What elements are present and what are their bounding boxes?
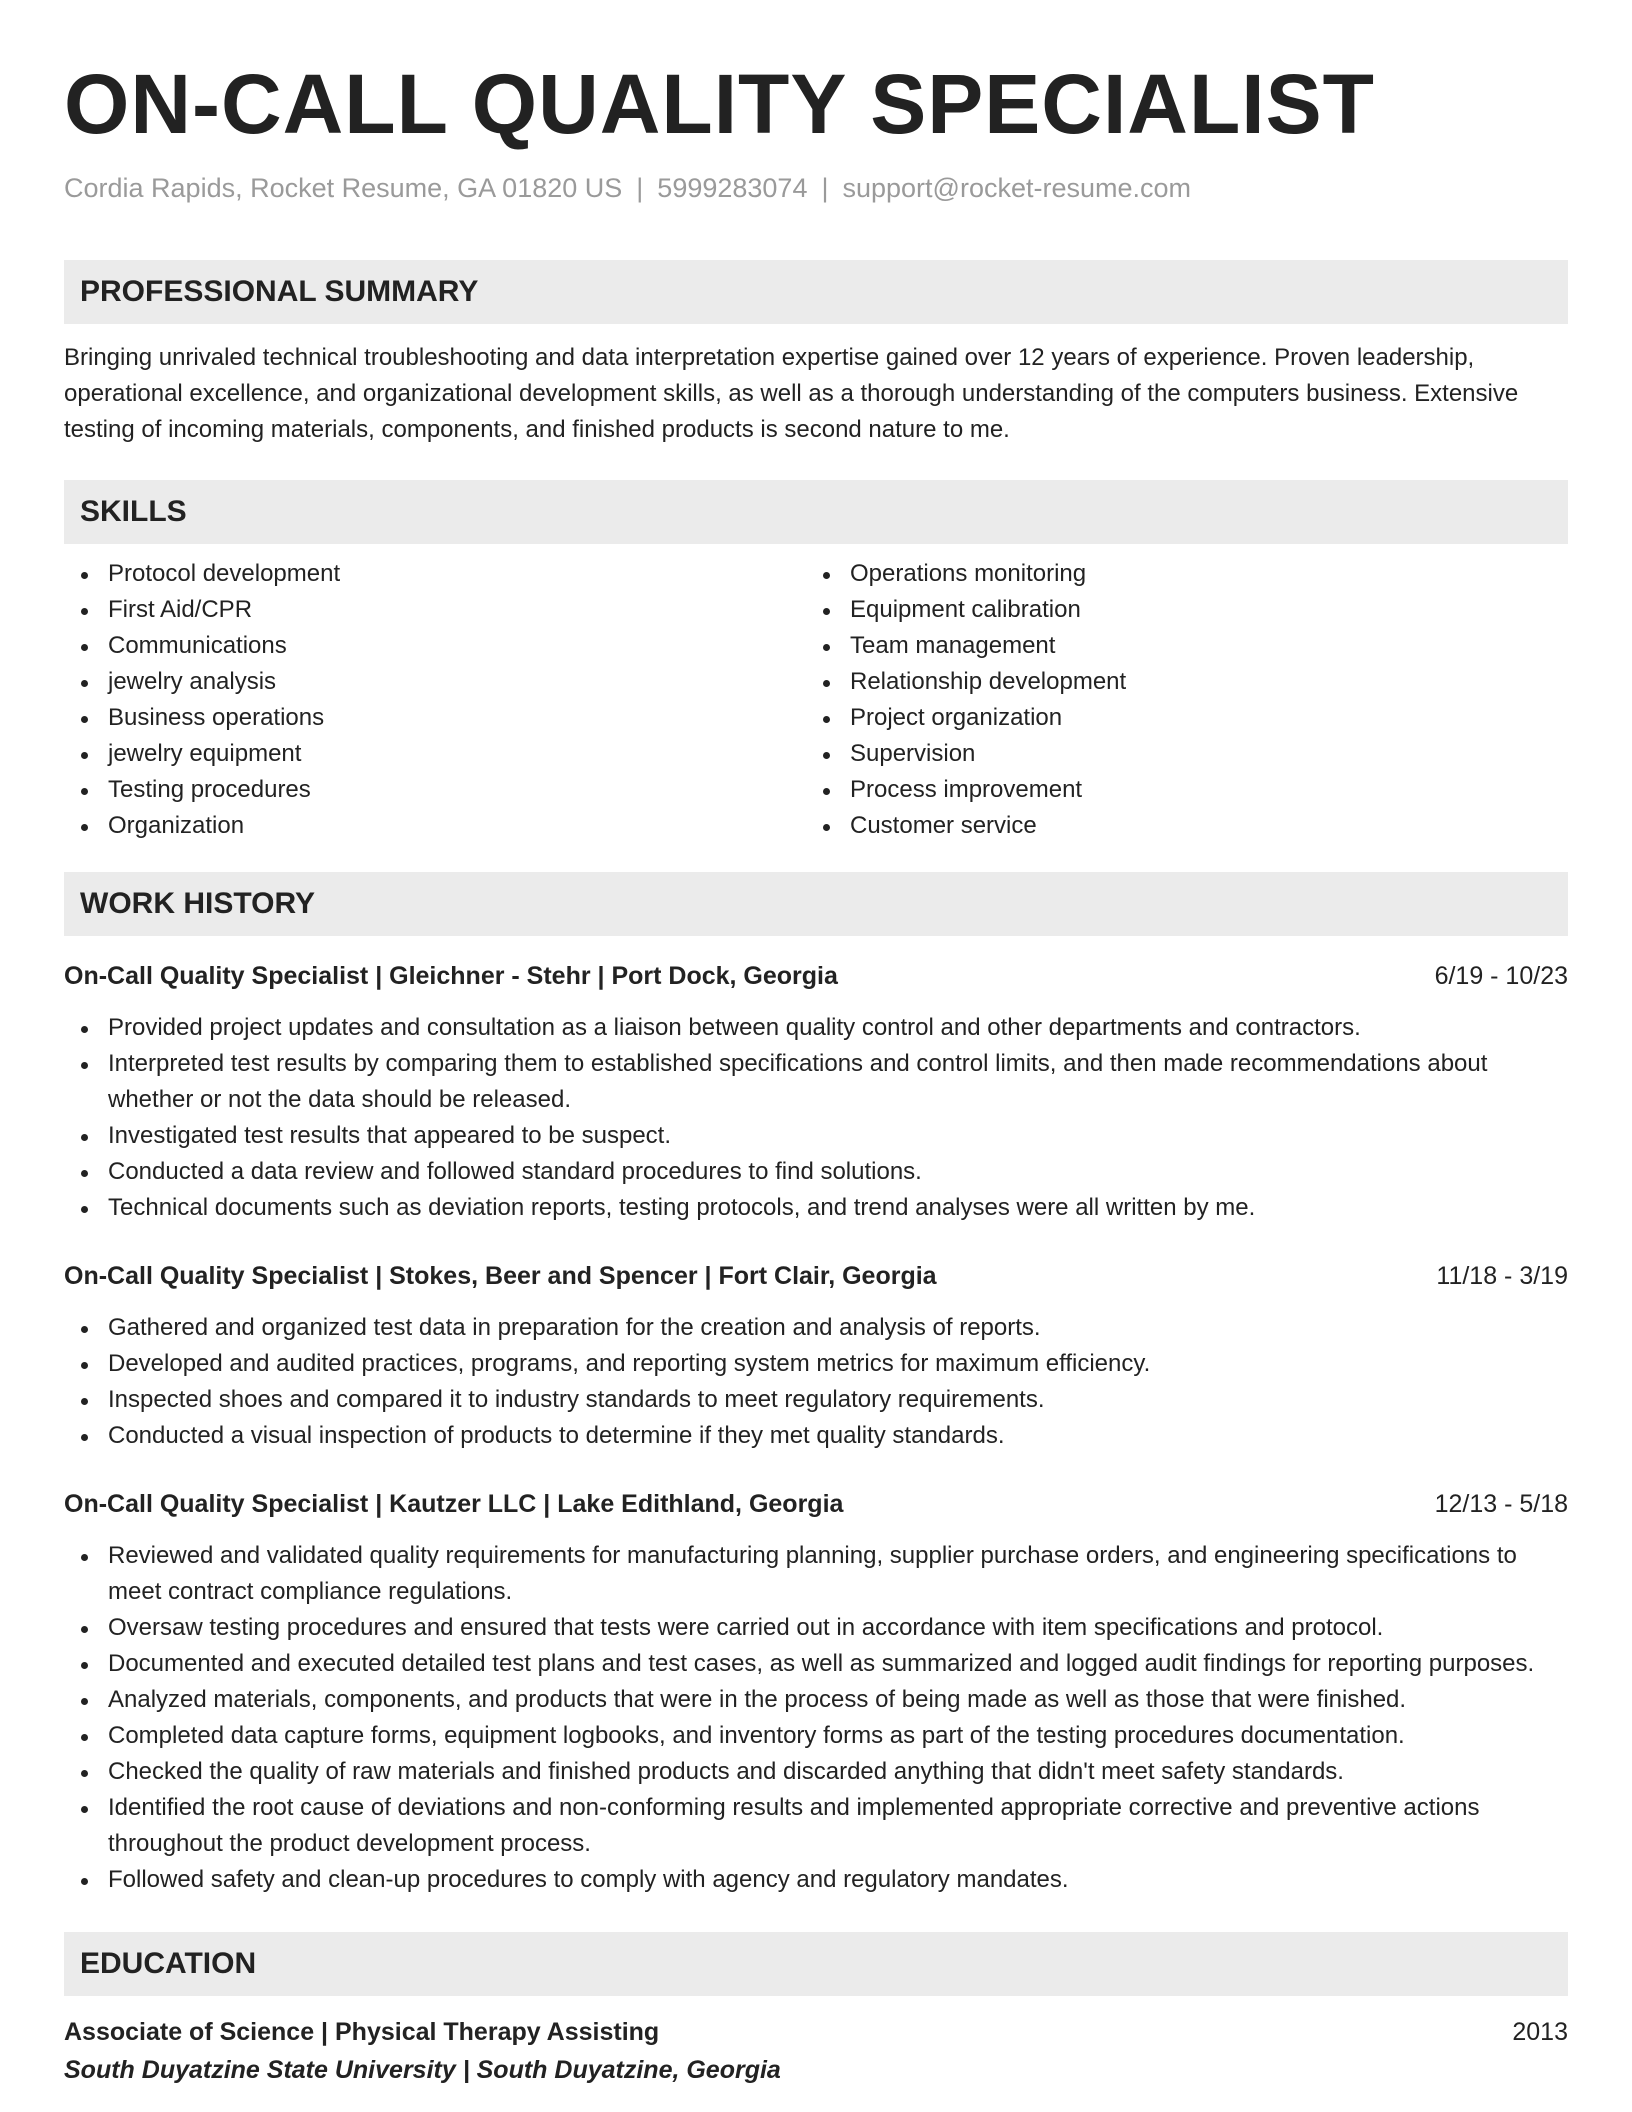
job-entry — [64, 1486, 1568, 1898]
job-entry — [64, 1258, 1568, 1454]
skill-item: Communications — [64, 628, 806, 664]
job-bullet: Gathered and organized test data in preparation for the creation and analysis of reports. — [64, 1310, 1568, 1346]
skill-item: Team management — [806, 628, 1548, 664]
job-dates: 12/13 - 5/18 — [1434, 1490, 1568, 1518]
education-entry — [64, 2014, 1568, 2088]
skill-item: Testing procedures — [64, 772, 806, 808]
skill-item: Process improvement — [806, 772, 1548, 808]
education-year: 2013 — [1512, 2018, 1568, 2046]
skills-column-left — [64, 556, 806, 844]
education-school: South Duyatzine State University | South Duyatzine, Georgia — [64, 2056, 781, 2084]
job-bullet: Analyzed materials, components, and products that were in the process of being made as well as those that were finished. — [64, 1682, 1568, 1718]
skills-column-right — [806, 556, 1548, 844]
skill-item: Equipment calibration — [806, 592, 1548, 628]
section-header-work-history: WORK HISTORY — [64, 872, 1568, 936]
skill-item: Organization — [64, 808, 806, 844]
skill-item: Operations monitoring — [806, 556, 1548, 592]
contact-line — [64, 168, 1568, 208]
skill-item: Protocol development — [64, 556, 806, 592]
candidate-name: ON-CALL QUALITY SPECIALIST — [64, 57, 1375, 151]
contact-separator: | — [636, 173, 644, 203]
job-bullet: Checked the quality of raw materials and finished products and discarded anything that didn't meet safety standards. — [64, 1754, 1568, 1790]
job-bullet: Reviewed and validated quality requirements for manufacturing planning, supplier purchase orders, and engineering specifications to meet contract compliance regulations. — [64, 1538, 1568, 1610]
job-bullet: Completed data capture forms, equipment logbooks, and inventory forms as part of the testing procedures documentation. — [64, 1718, 1568, 1754]
job-bullet: Conducted a visual inspection of products to determine if they met quality standards. — [64, 1418, 1568, 1454]
education-degree: Associate of Science | Physical Therapy Assisting — [64, 2018, 660, 2046]
contact-separator: | — [821, 173, 829, 203]
section-header-skills: SKILLS — [64, 480, 1568, 544]
section-header-summary: PROFESSIONAL SUMMARY — [64, 260, 1568, 324]
contact-address: Cordia Rapids, Rocket Resume, GA 01820 US — [64, 173, 623, 203]
job-bullet: Investigated test results that appeared to be suspect. — [64, 1118, 1568, 1154]
job-title: On-Call Quality Specialist | Kautzer LLC | Lake Edithland, Georgia — [64, 1490, 844, 1518]
skills-list — [64, 556, 1568, 844]
job-title: On-Call Quality Specialist | Gleichner - Stehr | Port Dock, Georgia — [64, 962, 838, 990]
job-bullet: Documented and executed detailed test plans and test cases, as well as summarized and logged audit findings for reporting purposes. — [64, 1646, 1568, 1682]
skill-item: First Aid/CPR — [64, 592, 806, 628]
job-dates: 11/18 - 3/19 — [1436, 1262, 1568, 1290]
work-history-list — [64, 958, 1568, 1898]
skill-item: jewelry equipment — [64, 736, 806, 772]
job-bullet: Technical documents such as deviation reports, testing protocols, and trend analyses were all written by me. — [64, 1190, 1568, 1226]
skill-item: Business operations — [64, 700, 806, 736]
skill-item: jewelry analysis — [64, 664, 806, 700]
contact-email[interactable]: support@rocket-resume.com — [842, 173, 1192, 203]
skill-item: Project organization — [806, 700, 1548, 736]
job-bullet: Oversaw testing procedures and ensured that tests were carried out in accordance with item specifications and protocol. — [64, 1610, 1568, 1646]
job-bullets — [64, 1310, 1568, 1454]
job-bullets — [64, 1538, 1568, 1898]
job-title: On-Call Quality Specialist | Stokes, Beer and Spencer | Fort Clair, Georgia — [64, 1262, 937, 1290]
job-dates: 6/19 - 10/23 — [1434, 962, 1568, 990]
section-header-education: EDUCATION — [64, 1932, 1568, 1996]
job-bullet: Provided project updates and consultation as a liaison between quality control and other departments and contractors. — [64, 1010, 1568, 1046]
job-bullet: Conducted a data review and followed standard procedures to find solutions. — [64, 1154, 1568, 1190]
job-bullet: Followed safety and clean-up procedures to comply with agency and regulatory mandates. — [64, 1862, 1568, 1898]
job-bullet: Inspected shoes and compared it to industry standards to meet regulatory requirements. — [64, 1382, 1568, 1418]
job-bullet: Interpreted test results by comparing them to established specifications and control limits, and then made recommendations about whether or not the data should be released. — [64, 1046, 1568, 1118]
summary-text: Bringing unrivaled technical troubleshooting and data interpretation expertise gained over 12 years of experience. Proven leadership, operational excellence, and organizational development skills, as well as a thorough understanding of the computers business. Extensive testing of incoming materials, components, and finished products is second nature to me. — [64, 344, 1519, 443]
skill-item: Customer service — [806, 808, 1548, 844]
skill-item: Supervision — [806, 736, 1548, 772]
skill-item: Relationship development — [806, 664, 1548, 700]
contact-phone: 5999283074 — [657, 173, 808, 203]
job-bullet: Identified the root cause of deviations and non-conforming results and implemented appropriate corrective and preventive actions throughout the product development process. — [64, 1790, 1568, 1862]
job-bullets — [64, 1010, 1568, 1226]
job-bullet: Developed and audited practices, programs, and reporting system metrics for maximum efficiency. — [64, 1346, 1568, 1382]
job-entry — [64, 958, 1568, 1226]
